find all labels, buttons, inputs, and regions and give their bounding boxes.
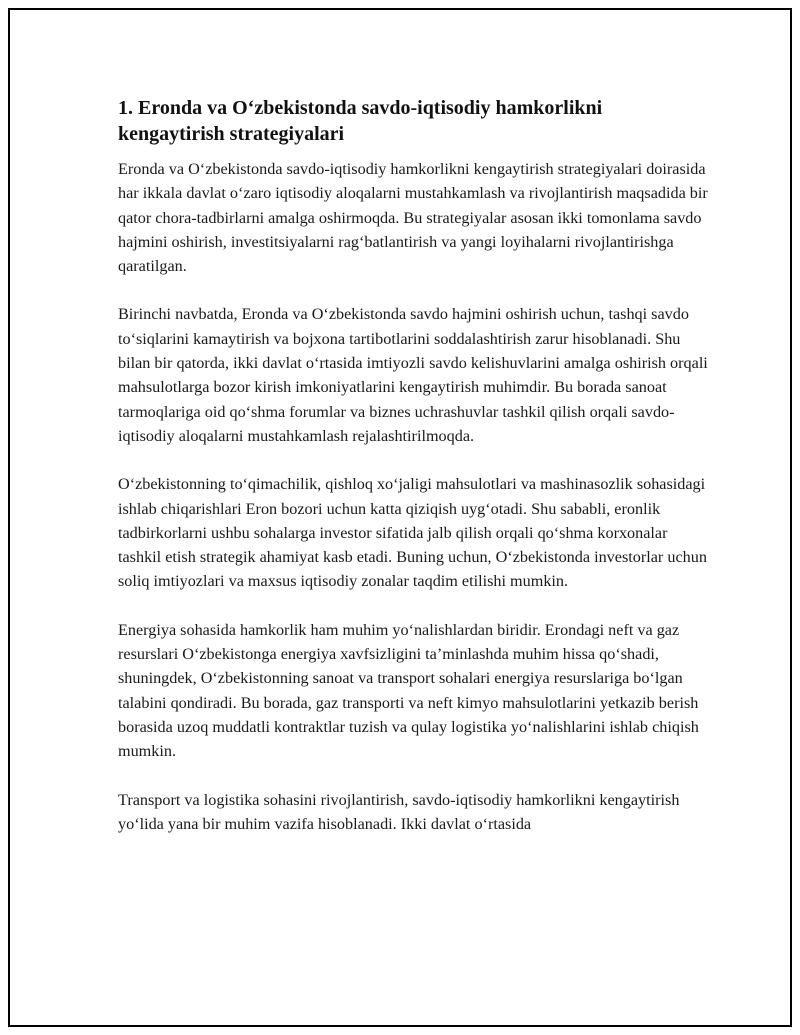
paragraph-energy: Energiya sohasida hamkorlik ham muhim yo‘nalishlardan biridir. Erondagi neft va gaz resurslari O‘zbekistonga energiya xavfsizligini ta’minlashda muhim hissa qo‘shadi, shuningdek, O‘zbekistonning sanoat va transport sohalari energiya resurslariga bo‘lgan talabini qondiradi. Bu borada, gaz transporti va neft kimyo mahsulotlarini yetkazib berish borasida uzoq muddatli kontraktlar tuzish va qulay logistika yo‘nalishlarini ishlab chiqish mumkin. [118,620,699,761]
paragraph-trade-volume: Birinchi navbatda, Eronda va O‘zbekistonda savdo hajmini oshirish uchun, tashqi savdo to‘siqlarini kamaytirish va bojxona tartibotlarini soddalashtirish zarur hisoblanadi. Shu bilan bir qatorda, ikki davlat o‘rtasida imtiyozli savdo kelishuvlarini amalga oshirish orqali mahsulotlarga bozor kirish imkoniyatlarini kengaytirish muhimdir. Bu borada sanoat tarmoqlariga oid qo‘shma forumlar va biznes uchrashuvlar tashkil qilish orqali savdo-iqtisodiy aloqalarni mustahkamlash rejalashtirilmoqda. [118,305,708,445]
paragraph-transport: Transport va logistika sohasini rivojlantirish, savdo-iqtisodiy hamkorlikni kengaytirish yo‘lida yana bir muhim vazifa hisoblanadi. Ikki davlat o‘rtasida [118,790,680,833]
paragraph-intro: Eronda va O‘zbekistonda savdo-iqtisodiy hamkorlikni kengaytirish strategiyalari doirasida har ikkala davlat o‘zaro iqtisodiy aloqalarni mustahkamlash va rivojlantirish maqsadida bir qator chora-tadbirlarni amalga oshirmoqda. Bu strategiyalar asosan ikki tomonlama savdo hajmini oshirish, investitsiyalarni rag‘batlantirish va yangi loyihalarni rivojlantirishga qaratilgan. [118,160,708,276]
paragraph-investment: O‘zbekistonning to‘qimachilik, qishloq xo‘jaligi mahsulotlari va mashinasozlik sohasidagi ishlab chiqarishlari Eron bozori uchun katta qiziqish uyg‘otadi. Shu sababli, eronlik tadbirkorlarni ushbu sohalarga investor sifatida jalb qilish orqali qo‘shma korxonalar tashkil etish strategik ahamiyat kasb etadi. Buning uchun, O‘zbekistonda investorlar uchun soliq imtiyozlari va maxsus iqtisodiy zonalar taqdim etilishi mumkin. [118,475,707,591]
section-heading: 1. Eronda va O‘zbekistonda savdo-iqtisodiy hamkorlikni kengaytirish strategiyalari [118,97,603,145]
document-body [118,95,708,860]
